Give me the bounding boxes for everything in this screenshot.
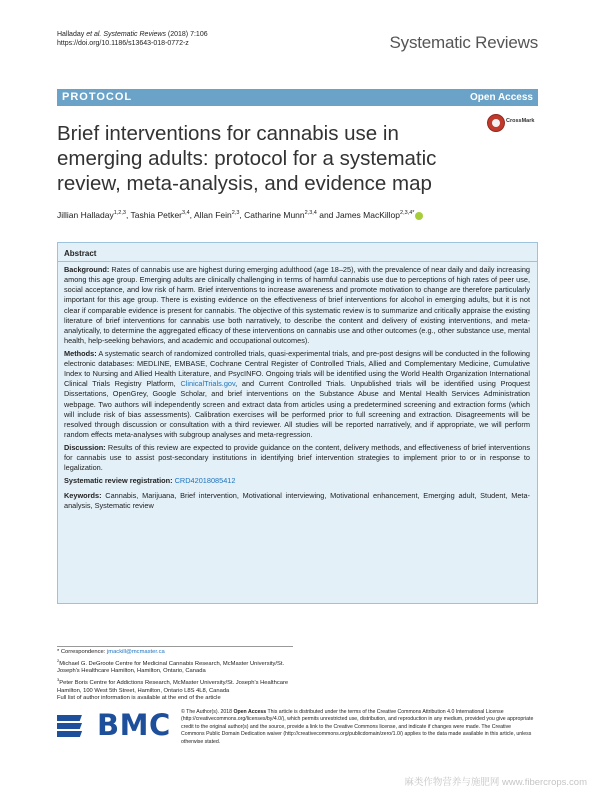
citation-authors: Halladay [57,31,85,38]
cc-by-link[interactable]: http://creativecommons.org/licenses/by/4.0/ [182,716,283,723]
abstract-heading: Abstract [64,249,97,258]
crossmark-badge[interactable] [487,114,539,132]
cc-zero-link[interactable]: http://creativecommons.org/publicdomain/zero/1.0/ [285,731,402,738]
author-name: Tashia Petker [130,209,183,220]
author-affiliation: 2,3 [231,210,240,216]
correspondence: * Correspondence: jmackill@mcmaster.ca [57,649,165,655]
journal-name: Systematic Reviews [389,33,538,52]
author-list: Jillian Halladay$^{1,2,3}$, Tashia Petker$^{3,4}$, Allan Fein$^{2,3}$, Catharine Munn$^{2,3,4}$ and James MacKillop$^{2,3,4*}$ [57,207,537,221]
article-type-band [57,89,538,106]
author-name: Catharine Munn [244,209,305,220]
open-access-label: Open Access [470,92,533,103]
footnotes [57,649,302,703]
crossmark-icon [487,114,505,132]
correspondence-email[interactable]: jmackill@mcmaster.ca [106,649,165,655]
clinicaltrials-link[interactable]: ClinicalTrials.gov [180,379,236,389]
author-name: Allan Fein [193,209,232,220]
author-affiliation: 2,3,4 [304,210,317,216]
watermark: 麻类作物营养与施肥网 www.fibercrops.com [404,777,587,788]
citation-year: (2018) 7:106 [167,31,208,38]
article-title: Brief interventions for cannabis use in emerging adults: protocol for a systematic review, meta-analysis, and evidence map [57,122,437,195]
abstract-body [64,265,530,514]
full-author-info-note: Full list of author information is available at the end of the article [57,695,221,702]
author-name: Jillian Halladay [57,209,114,220]
abstract-keywords: Keywords: Cannabis, Marijuana, Brief intervention, Motivational interviewing, Motivational enhancement, Emerging adult, Student, Meta-analysis, Systematic review [64,490,530,510]
footnote-divider [57,646,293,647]
abstract-divider [58,261,537,262]
bmc-logo [57,708,171,742]
author-affiliation: 2,3,4* [400,210,415,216]
author-affiliation: 1,2,3 [113,210,126,216]
crossmark-label: CrossMark [506,118,535,124]
citation-header [57,30,208,48]
affiliation-3: $^3$Peter Boris Centre for Addictions Research, McMaster University/St. Joseph's Healthcare Hamilton, 100 West 5th Street, Hamilton, Ontario L8S 4L8, Canada [57,677,289,694]
author-affiliation: 3,4 [182,210,190,216]
doi-link[interactable]: https://doi.org/10.1186/s13643-018-0772-z [57,40,189,47]
abstract-methods: Methods: A systematic search of randomized controlled trials, quasi-experimental trials, and pre-post designs will be conducted in the following electronic databases: MEDLINE, EMBASE, Cochrane Central Register of Controlled Trials, Allied and Complementary Medicine, Cumulative Index to Nursing and Allied Health Literature, and PsycINFO. Ongoing trials will be identified using the World Health Organization International Clinical Trials Registry Platform, ClinicalTrials.gov, and Current Controlled Trials. Unpublished trials will be identified using Proquest Dissertations, OpenGrey, Google Scholar, and brief interventions on the Substance Abuse and Mental Health Services Administration webpage. Two authors will independently screen and extract data from articles using a predetermined screening and extraction forms (which will include risk of bias assessments). Calibration exercises will be performed prior to full screening and extraction. Disagreements will be resolved through discussion or consultation with a third reviewer. All studies will be reported narratively, and if appropriate, we will perform random effects meta-analyses with subgroup analyses and meta-regression. [64,348,530,439]
registration-link[interactable]: CRD42018085412 [174,475,236,485]
abstract-background: Background: Rates of cannabis use are highest during emerging adulthood (age 18–25), with the prevalence of near daily and daily increasing among this age group. Emerging adults are clinically challenging in terms of harmful cannabis use due to perceptions of high rates of peer use, social acceptance, and low risk of harm. Brief interventions to increase awareness and promote motivation to change are therefore particularly important for this age group. There is existing evidence on the effectiveness of brief interventions for alcohol in emerging adults, but it is not clear if comparable evidence is present for cannabis. The objective of this systematic review is to summarize and critically appraise the existing literature of brief interventions for cannabis use both narratively, to describe the content and delivery of existing interventions, and meta-analytically, to determine the aggregated efficacy of these interventions on cannabis use and other outcomes (e.g., other substance use, mental health, help-seeking behaviors, and academic and occupational outcomes). [64,265,530,346]
author-name: James MacKillop [335,209,401,220]
abstract-discussion: Discussion: Results of this review are expected to provide guidance on the content, delivery methods, and effectiveness of brief interventions for cannabis use to assist post-secondary institutions in identifying brief intervention strategies to implement prior to or in response to legalization. [64,442,530,472]
abstract-box [57,242,538,604]
license-text: © The Author(s). 2018 Open Access This article is distributed under the terms of the Creative Commons Attribution 4.0 International License (http://creativecommons.org/licenses/by/4.0/), which permits unrestricted use, distribution, and reproduction in any medium, provided you give appropriate credit to the original author(s) and the source, provide a link to the Creative Commons license, and indicate if changes were made. The Creative Commons Public Domain Dedication waiver (http://creativecommons.org/publicdomain/zero/1.0/) applies to the data made available in this article, unless otherwise stated. [181,709,534,745]
abstract-registration: Systematic review registration: CRD42018085412 [64,475,236,485]
article-type-label: PROTOCOL [62,91,133,103]
affiliation-2: $^2$Michael G. DeGroote Centre for Medicinal Cannabis Research, McMaster University/St. Joseph's Healthcare Hamilton, Hamilton, Ontario, Canada [57,657,285,675]
bmc-logo-icon [57,712,95,739]
bmc-logo-text: BMC [97,708,171,742]
citation-etal: et al. Systematic Reviews [86,31,166,38]
orcid-icon[interactable] [415,212,423,220]
